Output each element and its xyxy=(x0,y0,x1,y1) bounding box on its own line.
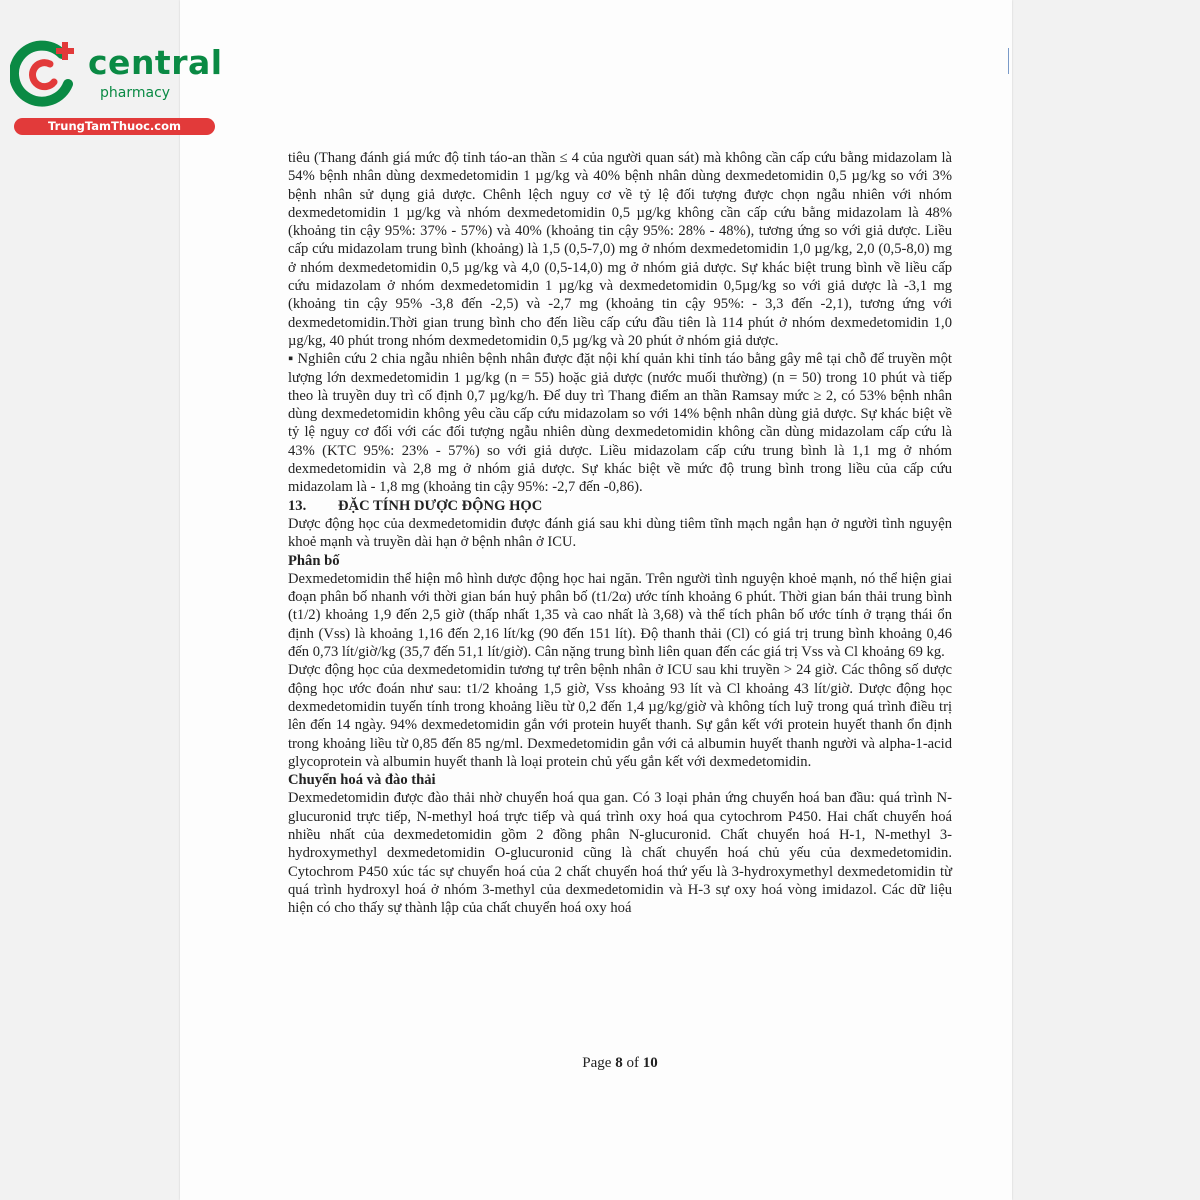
central-pharmacy-logo-icon xyxy=(10,38,82,110)
section-heading-13 xyxy=(288,497,952,515)
paragraph-distribution-1: Dexmedetomidin thể hiện mô hình dược động học hai ngăn. Trên người tình nguyện khoẻ mạnh, nó thể hiện giai đoạn phân bố nhanh với thời gian bán huỷ phân bố (t1/2α) ước tính khoảng 6 phút. Thời gian bán thải trung bình (t1/2) khoảng 1,9 đến 2,5 giờ (thấp nhất 1,35 và cao nhất là 3,68) và thể tích phân bố ước tính ở trạng thái ổn định (Vss) là khoảng 1,16 đến 2,16 lít/kg (90 đến 151 lít). Độ thanh thải (Cl) có giá trị trung bình khoảng 0,46 đến 0,73 lít/giờ/kg (35,7 đến 51,1 lít/giờ). Cân nặng trung bình liên quan đến các giá trị Vss và Cl khoảng 69 kg. xyxy=(288,570,952,661)
brand-logo[interactable] xyxy=(10,38,223,138)
logo-brand-text: central xyxy=(88,43,223,82)
paragraph-study-2: ▪ Nghiên cứu 2 chia ngẫu nhiên bệnh nhân được đặt nội khí quản khi tỉnh táo bằng gây mê tại chỗ để truyền một lượng lớn dexmedetomidin 1 µg/kg (n = 55) hoặc giả dược (nước muối thường) (n = 50) trong 10 phút và tiếp theo là truyền duy trì cố định 0,7 µg/kg/h. Để duy trì Thang điểm an thần Ramsay mức ≥ 2, có 53% bệnh nhân dùng dexmedetomidin không yêu cầu cấp cứu midazolam so với 14% bệnh nhân dùng giả dược. Sự khác biệt về tỷ lệ nguy cơ đối với các đối tượng ngẫu nhiên dùng dexmedetomidin không cần dùng midazolam cấp cứu là 43% (KTC 95%: 23% - 57%) so với giả dược. Liều midazolam cấp cứu trung bình là 1,1 mg ở nhóm dexmedetomidin và 2,8 mg ở nhóm giả dược. Sự khác biệt về mức độ trung bình trong liều của cấp cứu midazolam là - 1,8 mg (khoảng tin cậy 95%: -2,7 đến -0,86). xyxy=(288,351,952,496)
section-title: ĐẶC TÍNH DƯỢC ĐỘNG HỌC xyxy=(338,497,543,514)
footer-total-pages: 10 xyxy=(642,1055,658,1071)
section-number: 13. xyxy=(288,497,307,514)
scan-edge-mark xyxy=(1008,48,1013,74)
footer-current-page: 8 xyxy=(615,1055,623,1071)
subheading-distribution: Phân bố xyxy=(288,552,340,569)
logo-sub-text: pharmacy xyxy=(100,85,171,101)
paragraph-distribution-2: Dược động học của dexmedetomidin tương tự trên bệnh nhân ở ICU sau khi truyền > 24 giờ. Các thông số dược động học ước đoán như sau: t1/2 khoảng 1,5 giờ, Vss khoảng 93 lít và Cl khoảng 43 lít/giờ. Dược động học dexmedetomidin tuyến tính trong khoảng liều từ 0,2 đến 1,4 µg/kg/giờ và không tích luỹ trong quá trình điều trị lên đến 14 ngày. 94% dexmedetomidin gắn với protein huyết thanh. Sự gắn kết với protein huyết thanh ổn định trong khoảng liều từ 0,85 đến 85 ng/ml. Dexmedetomidin gắn với cả albumin huyết thanh người và alpha-1-acid glycoprotein và albumin huyết thanh là loại protein chủ yếu gắn kết với dexmedetomidin. xyxy=(288,662,952,770)
paragraph-study-1-results: tiêu (Thang đánh giá mức độ tỉnh táo-an thần ≤ 4 của người quan sát) mà không cần cấp cứu bằng midazolam là 54% bệnh nhân dùng dexmedetomidin 1 µg/kg và 40% bệnh nhân dùng dexmedetomidin 0,5 µg/kg so với 3% bệnh nhân sử dụng giả dược. Chênh lệch nguy cơ về tỷ lệ đối tượng được chọn ngẫu nhiên với nhóm dexmedetomidin 1 µg/kg và nhóm dexmedetomidin 0,5 µg/kg không cần cấp cứu bằng midazolam là 48% (khoảng tin cậy 95%: 37% - 57%) và 40% (khoảng tin cậy 95%: 28% - 48%), tương ứng so với giả dược. Liều cấp cứu midazolam trung bình (khoảng) là 1,5 (0,5-7,0) mg ở nhóm dexmedetomidin 1,0 µg/kg, 2,0 (0,5-8,0) mg ở nhóm dexmedetomidin 0,5 µg/kg và 4,0 (0,5-14,0) mg ở nhóm giả dược. Sự khác biệt trung bình về liều cấp cứu midazolam ở nhóm dexmedetomidin 1 µg/kg và dexmedetomidin 0,5µg/kg so với giả dược là -3,1 mg (khoảng tin cậy 95% -3,8 đến -2,5) và -2,7 mg (khoảng tin cậy 95%: - 3,3 đến -2,1), tương ứng với dexmedetomidin.Thời gian trung bình cho đến liều cấp cứu đầu tiên là 114 phút ở nhóm dexmedetomidin 1,0 µg/kg, 40 phút trong nhóm dexmedetomidin 0,5 µg/kg và 20 phút ở nhóm giả dược. xyxy=(288,150,952,349)
paragraph-pk-intro: Dược động học của dexmedetomidin được đánh giá sau khi dùng tiêm tĩnh mạch ngắn hạn ở người tình nguyện khoẻ mạnh và truyền dài hạn ở bệnh nhân ở ICU. xyxy=(288,515,952,551)
footer-middle: of xyxy=(622,1055,643,1071)
paragraph-metabolism: Dexmedetomidin được đào thải nhờ chuyển hoá qua gan. Có 3 loại phản ứng chuyển hoá ban đầu: quá trình N-glucuronid trực tiếp, N-methyl hoá trực tiếp và quá trình oxy hoá qua cytochrom P450. Hai chất chuyển hoá nhiều nhất của dexmedetomidin gồm 2 đồng phân N-glucuronid. Chất chuyển hoá H-1, N-methyl 3-hydroxymethyl dexmedetomidin O-glucuronid cũng là chất chuyển hoá chủ yếu của dexmedetomidin. Cytochrom P450 xúc tác sự chuyển hoá của 2 chất chuyển hoá thứ yếu là 3-hydroxymethyl dexmedetomidin từ quá trình hydroxyl hoá ở nhóm 3-methyl của dexmedetomidin và H-3 sự oxy hoá vòng imidazol. Các dữ liệu hiện có cho thấy sự thành lập của chất chuyển hoá oxy hoá xyxy=(288,790,952,917)
footer-prefix: Page xyxy=(582,1055,616,1071)
logo-url-link[interactable]: TrungTamThuoc.com xyxy=(14,118,215,135)
document-body xyxy=(288,149,952,917)
page-number-footer xyxy=(0,1055,1200,1072)
subheading-metabolism: Chuyển hoá và đào thải xyxy=(288,772,436,789)
